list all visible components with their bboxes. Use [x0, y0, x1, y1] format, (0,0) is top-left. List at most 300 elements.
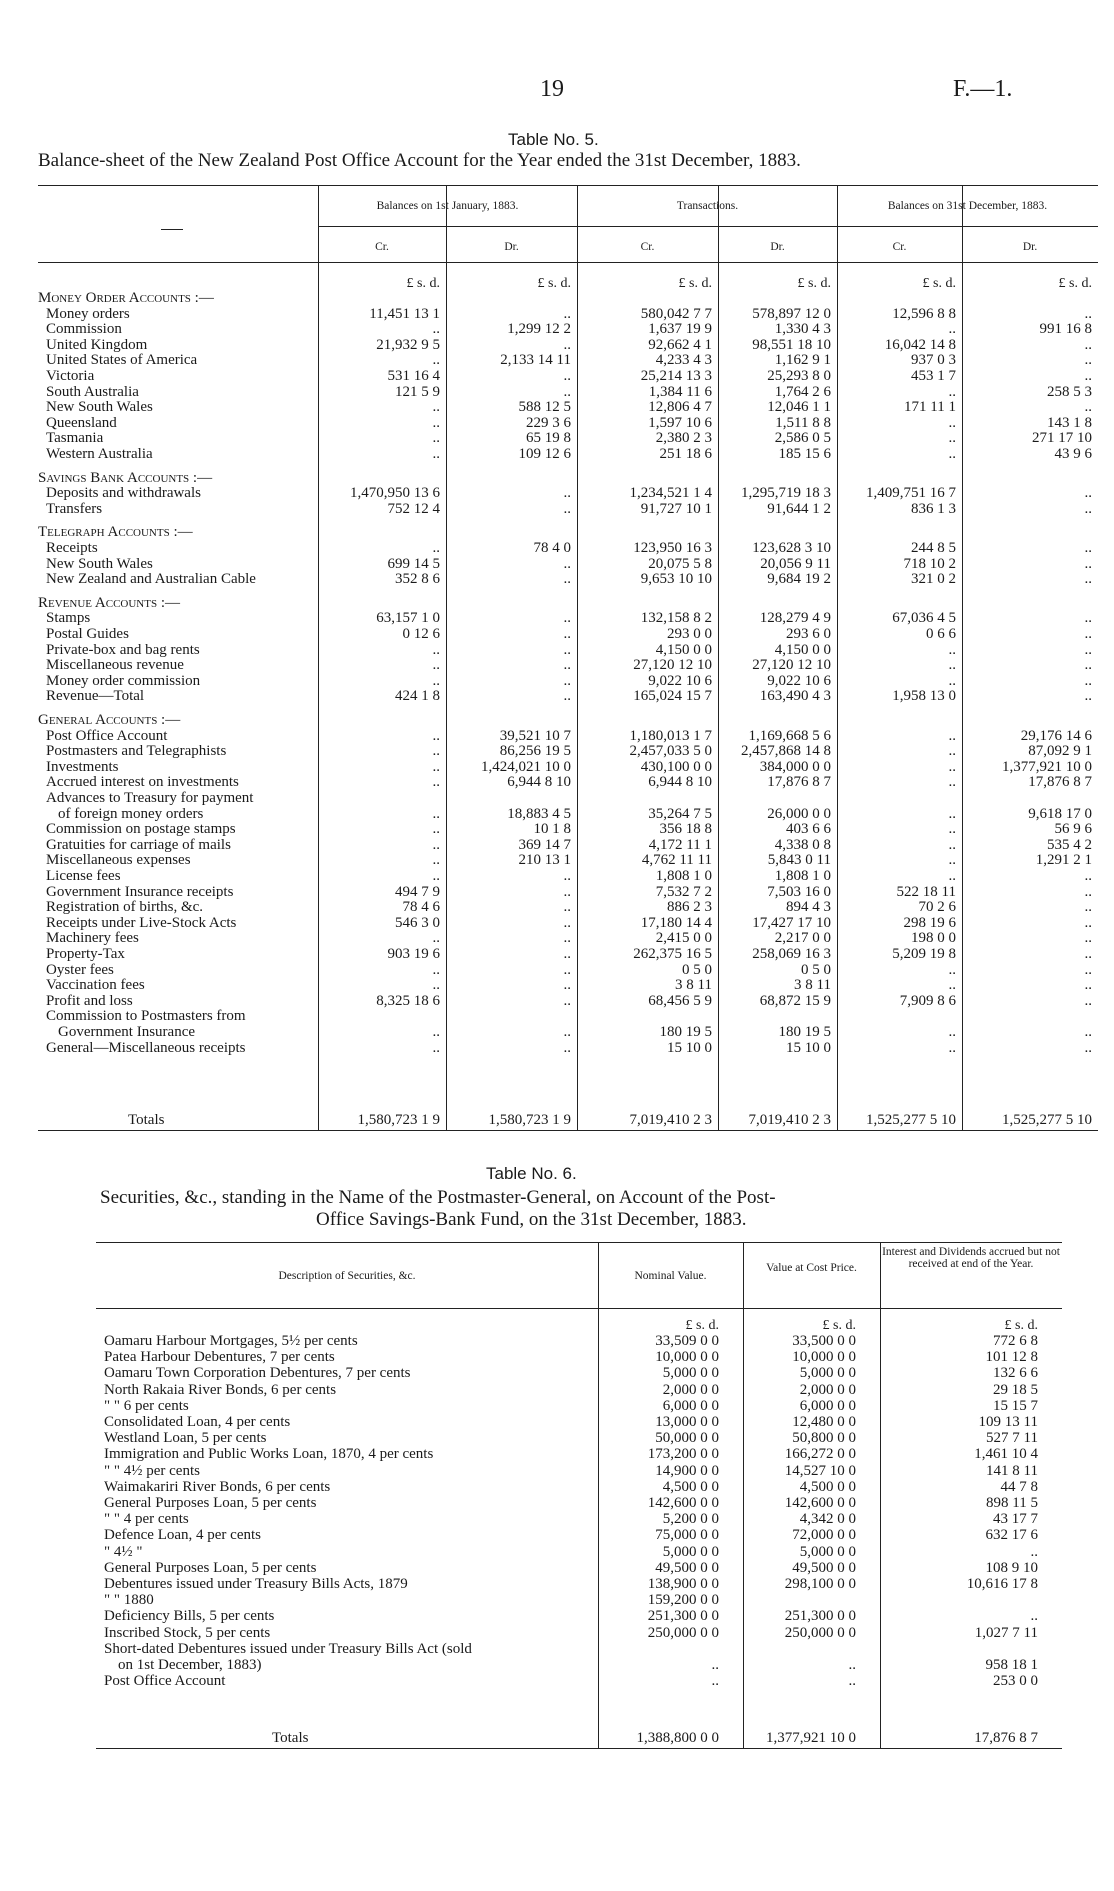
table5-cell: ..: [1084, 961, 1092, 978]
table5-cell: ..: [563, 610, 571, 627]
table6-row-label: Deficiency Bills, 5 per cents: [104, 1608, 275, 1625]
table6-cell: 33,500 0 0: [792, 1333, 856, 1349]
table5-cell: 25,214 13 3: [640, 368, 712, 384]
table5-cell: 352 8 6: [395, 571, 440, 588]
table5-row-label: Queensland: [46, 414, 117, 431]
table5-cell: ..: [432, 321, 440, 338]
table5-cell: 39,521 10 7: [499, 727, 571, 744]
table5-total-cell: 1,525,277 5 10: [866, 1112, 956, 1128]
table5-cell: 180 19 5: [659, 1024, 712, 1040]
table6-cell: 251,300 0 0: [784, 1608, 856, 1625]
table5-cell: 546 3 0: [395, 914, 440, 931]
table5-row-label: United Kingdom: [46, 336, 148, 353]
table6-header-bottom-rule: [96, 1308, 1062, 1309]
table5-cell: 384,000 0 0: [759, 758, 831, 775]
table6-cell: 527 7 11: [986, 1430, 1038, 1447]
table5-cell: 7,503 16 0: [767, 883, 831, 900]
table5-cell: ..: [1084, 868, 1092, 884]
table5-cell: ..: [432, 540, 440, 556]
table5-cell: 1,299 12 2: [507, 321, 571, 338]
table5-cell: ..: [432, 977, 440, 994]
table6-cell: 142,600 0 0: [647, 1495, 719, 1511]
table5-cell: 9,022 10 6: [767, 672, 831, 689]
table6-currency-header: £ s. d.: [822, 1318, 856, 1333]
table5-cell: 6,944 8 10: [507, 774, 571, 791]
table5-row-label: Investments: [46, 758, 119, 775]
table6-column-header: Interest and Dividends accrued but not received at end of the Year.: [882, 1246, 1060, 1270]
table5-cell: 1,597 10 6: [648, 414, 712, 431]
table5-cell: ..: [948, 321, 956, 338]
table5-total-cell: 7,019,410 2 3: [748, 1112, 831, 1128]
table6-row-label: Waimakariri River Bonds, 6 per cents: [104, 1478, 331, 1495]
table6-cell: 108 9 10: [985, 1559, 1038, 1576]
table5-cell: 836 1 3: [911, 500, 956, 517]
table5-cell: ..: [563, 868, 571, 884]
table5-cell: ..: [1084, 485, 1092, 502]
table6-row-label: Immigration and Public Works Loan, 1870, 4 per cents: [104, 1446, 434, 1463]
table5-cell: ..: [948, 743, 956, 760]
table5-cell: 699 14 5: [387, 555, 440, 572]
table5-cell: 8,325 18 6: [376, 992, 440, 1009]
table6-cell: 29 18 5: [993, 1381, 1038, 1398]
table5-cell: ..: [1084, 399, 1092, 416]
table5-currency-header: £ s. d.: [1058, 276, 1092, 291]
table5-cell: 67,036 4 5: [892, 610, 956, 627]
table5-cell: 2,457,868 14 8: [741, 743, 831, 760]
table5-row-label: New South Wales: [46, 555, 153, 572]
table5-cell: ..: [432, 430, 440, 447]
table5-row-label: Machinery fees: [46, 930, 139, 947]
table6-row-label: Oamaru Town Corporation Debentures, 7 per cents: [104, 1365, 411, 1382]
table5-cell: ..: [1084, 899, 1092, 916]
table5-cell: ..: [1084, 641, 1092, 658]
table5-cell: 1,808 1 0: [655, 868, 712, 884]
table5-cell: ..: [1084, 883, 1092, 900]
table5-cell: ..: [948, 1024, 956, 1040]
table5-section-heading: Revenue Accounts :—: [38, 594, 181, 611]
table5-cell: 580,042 7 7: [640, 305, 712, 322]
table5-cell: ..: [563, 500, 571, 517]
table6-cell: 4,500 0 0: [662, 1478, 719, 1495]
table5-cell: 65 19 8: [526, 430, 571, 447]
table5-cell: ..: [1084, 540, 1092, 556]
table5-total-cell: 7,019,410 2 3: [629, 1112, 712, 1128]
table5-row-label: Deposits and withdrawals: [46, 485, 201, 502]
table5-cell: 98,551 18 10: [752, 336, 831, 353]
table5-cell: ..: [563, 336, 571, 353]
table5-row-label: New South Wales: [46, 399, 153, 416]
table5-cell: ..: [948, 446, 956, 462]
table6-column-header: Description of Securities, &c.: [278, 1270, 416, 1282]
table5-cell: 2,415 0 0: [655, 930, 712, 947]
table5-cell: ..: [948, 836, 956, 853]
table5-cell: 7,532 7 2: [655, 883, 712, 900]
table5-cell: 68,456 5 9: [648, 992, 712, 1009]
table5-cell: 369 14 7: [518, 836, 571, 853]
table5-cell: 68,872 15 9: [759, 992, 831, 1009]
table5-cell: 163,490 4 3: [759, 688, 831, 705]
table6-currency-header: £ s. d.: [685, 1318, 719, 1333]
table5-cell: ..: [432, 1039, 440, 1056]
table5-cell: 180 19 5: [778, 1024, 831, 1040]
table5-cell: ..: [948, 868, 956, 884]
table5-cell: ..: [1084, 555, 1092, 572]
table6-cell: 5,000 0 0: [662, 1543, 719, 1560]
table5-cell: 2,133 14 11: [500, 352, 571, 369]
table5-row-label: South Australia: [46, 383, 139, 400]
table6-cell: 109 13 11: [978, 1414, 1038, 1430]
table5-row-label: Profit and loss: [46, 992, 133, 1009]
table6-cell: 166,272 0 0: [784, 1446, 856, 1463]
table5-row-label: Receipts: [46, 540, 98, 556]
table5-cell: ..: [948, 977, 956, 994]
table5-cell: 91,727 10 1: [640, 500, 712, 517]
table5-cell: 2,380 2 3: [655, 430, 712, 447]
table5-cell: ..: [563, 305, 571, 322]
table6-cell: 5,000 0 0: [799, 1543, 856, 1560]
table6-cell: 72,000 0 0: [792, 1527, 856, 1544]
table5-section-heading: General Accounts :—: [38, 712, 181, 728]
table5-cell: ..: [432, 672, 440, 689]
table5-cell: 991 16 8: [1039, 321, 1092, 338]
table6-caption-line2: Office Savings-Bank Fund, on the 31st December, 1883.: [316, 1209, 747, 1230]
table6-cell: 2,000 0 0: [799, 1381, 856, 1398]
table5-row-label: Commission to Postmasters from: [46, 1008, 246, 1025]
table6-cell: 159,200 0 0: [647, 1592, 719, 1609]
table5-cell: 4,762 11 11: [641, 852, 712, 869]
table5-cell: 531 16 4: [387, 368, 440, 384]
table5-cell: ..: [1084, 930, 1092, 947]
table5-cell: ..: [563, 914, 571, 931]
table5-cell: ..: [563, 383, 571, 400]
table5-row-label: License fees: [46, 868, 121, 884]
table5-cell: 29,176 14 6: [1020, 727, 1092, 744]
table5-cell: ..: [563, 977, 571, 994]
table5-cell: ..: [432, 446, 440, 462]
table5-row-label: Money order commission: [46, 672, 201, 689]
table5-cell: 0 5 0: [682, 961, 712, 978]
table5-row-label: Postal Guides: [46, 626, 129, 642]
table6-row-label: " " 4½ per cents: [104, 1462, 200, 1479]
table5-cell: ..: [563, 1039, 571, 1056]
table5-cell: ..: [432, 743, 440, 760]
table5-cell: ..: [432, 641, 440, 658]
table6-cell: ..: [711, 1673, 719, 1690]
table5-header-bottom-rule: [38, 262, 1098, 263]
table5-cell: 258 5 3: [1047, 383, 1092, 400]
table6-row-label: on 1st December, 1883): [118, 1657, 262, 1673]
table6-cell: ..: [848, 1673, 856, 1690]
table6-total-cell: 1,377,921 10 0: [766, 1730, 856, 1746]
table5-cell: 128,279 4 9: [759, 610, 831, 627]
table5-column-header: Dr.: [504, 241, 519, 253]
table5-cell: ..: [948, 961, 956, 978]
table5-row-label: Advances to Treasury for payment: [46, 790, 254, 806]
table5-row-label: Receipts under Live-Stock Acts: [46, 914, 237, 931]
table6-row-label: Defence Loan, 4 per cents: [104, 1527, 262, 1544]
table6-cell: 15 15 7: [993, 1397, 1038, 1414]
table5-row-label: Vaccination fees: [46, 977, 145, 994]
table5-cell: 293 0 0: [667, 626, 712, 642]
table5-cell: ..: [1084, 336, 1092, 353]
table5-cell: 35,264 7 5: [648, 805, 712, 822]
table5-cell: 894 4 3: [786, 899, 831, 916]
table6-total-cell: 1,388,800 0 0: [636, 1730, 719, 1746]
table5-currency-header: £ s. d.: [678, 276, 712, 291]
table5-cell: 9,618 17 0: [1028, 805, 1092, 822]
table5-cell: 1,330 4 3: [774, 321, 831, 338]
table6-cell: 12,480 0 0: [792, 1414, 856, 1430]
table6-cell: ..: [711, 1657, 719, 1673]
table6-cell: ..: [1030, 1543, 1038, 1560]
table5-cell: ..: [948, 414, 956, 431]
table5-cell: 1,470,950 13 6: [350, 485, 440, 502]
table5-cell: 4,150 0 0: [774, 641, 831, 658]
table5-cell: 251 18 6: [659, 446, 712, 462]
table5-row-label: New Zealand and Australian Cable: [46, 571, 256, 588]
table6-row-label: Westland Loan, 5 per cents: [104, 1430, 267, 1447]
table5-row-label: Oyster fees: [46, 961, 114, 978]
table5-cell: 12,596 8 8: [892, 305, 956, 322]
table5-cell: 43 9 6: [1054, 446, 1092, 462]
table5-row-label: United States of America: [46, 352, 198, 369]
page-reference: F.—1.: [953, 76, 1013, 102]
table5-cell: ..: [563, 899, 571, 916]
table5-row-label: Revenue—Total: [46, 688, 145, 705]
table5-cell: 185 15 6: [778, 446, 831, 462]
table6-cell: 13,000 0 0: [655, 1414, 719, 1430]
table5-title: Table No. 5.: [508, 130, 599, 149]
table5-cell: 15 10 0: [667, 1039, 712, 1056]
table5-row-label: Tasmania: [46, 430, 104, 447]
table5-column-header: Cr.: [640, 241, 655, 253]
table5-cell: ..: [563, 992, 571, 1009]
table6-cell: ..: [848, 1657, 856, 1673]
table5-cell: ..: [948, 727, 956, 744]
table5-cell: ..: [563, 485, 571, 502]
table5-currency-header: £ s. d.: [922, 276, 956, 291]
table5-row-label: Registration of births, &c.: [46, 899, 204, 916]
table5-currency-header: £ s. d.: [537, 276, 571, 291]
table5-cell: 7,909 8 6: [899, 992, 956, 1009]
table5-cell: ..: [1084, 368, 1092, 384]
table5-cell: ..: [563, 571, 571, 588]
table6-totals-label: Totals: [272, 1730, 309, 1746]
table5-cell: 293 6 0: [786, 626, 831, 642]
table5-cell: 1,511 8 8: [775, 414, 831, 431]
table5-cell: 16,042 14 8: [884, 336, 956, 353]
table6-cell: 898 11 5: [986, 1495, 1038, 1511]
table5-cell: 494 7 9: [395, 883, 440, 900]
table6-top-rule: [96, 1242, 1062, 1243]
table6-cell: 50,000 0 0: [655, 1430, 719, 1447]
table5-totals-label: Totals: [128, 1112, 165, 1128]
table5-cell: 1,808 1 0: [774, 868, 831, 884]
table5-total-cell: 1,580,723 1 9: [357, 1112, 440, 1128]
table6-column-header: Nominal Value.: [634, 1270, 707, 1282]
table6-total-cell: 17,876 8 7: [974, 1730, 1038, 1746]
table6-cell: 1,461 10 4: [974, 1446, 1038, 1463]
table5-group-header: Transactions.: [676, 200, 739, 212]
table5-cell: 86,256 19 5: [499, 743, 571, 760]
table5-column-header: Dr.: [1022, 241, 1038, 253]
table5-cell: 1,384 11 6: [648, 383, 712, 400]
table6-cell: 43 17 7: [993, 1511, 1038, 1528]
table5-cell: ..: [563, 368, 571, 384]
table5-group-header: Balances on 1st January, 1883.: [376, 200, 519, 212]
table5-row-label: Property-Tax: [46, 946, 125, 962]
table5-cell: 27,120 12 10: [633, 657, 712, 674]
table6-row-label: " " 6 per cents: [104, 1397, 189, 1414]
table6-cell: 251,300 0 0: [647, 1608, 719, 1625]
table5-group-header: Balances on 31st December, 1883.: [887, 200, 1048, 212]
table5-cell: ..: [948, 774, 956, 791]
table5-row-label: Post Office Account: [46, 727, 168, 744]
table5-row-label: Transfers: [46, 500, 103, 517]
table5-row-label: of foreign money orders: [58, 805, 204, 822]
table6-cell: 49,500 0 0: [792, 1559, 856, 1576]
table6-row-label: Patea Harbour Debentures, 7 per cents: [104, 1349, 335, 1366]
table5-cell: ..: [563, 930, 571, 947]
table5-cell: 10 1 8: [533, 821, 571, 838]
table5-cell: ..: [563, 1024, 571, 1040]
table5-cell: ..: [563, 672, 571, 689]
table5-section-heading: Telegraph Accounts :—: [38, 524, 193, 541]
table6-cell: 5,200 0 0: [662, 1511, 719, 1528]
table5-cell: ..: [1084, 914, 1092, 931]
table5-cell: 588 12 5: [518, 399, 571, 416]
table6-cell: 132 6 6: [993, 1365, 1038, 1382]
table5-row-label: Commission: [46, 321, 122, 338]
table6-cell: 6,000 0 0: [799, 1397, 856, 1414]
table5-currency-header: £ s. d.: [797, 276, 831, 291]
table5-cell: 17,876 8 7: [1028, 774, 1092, 791]
table6-cell: 772 6 8: [993, 1333, 1038, 1349]
table5-column-header: Dr.: [770, 241, 785, 253]
table6-row-label: Oamaru Harbour Mortgages, 5½ per cents: [104, 1333, 358, 1349]
table5-cell: ..: [563, 626, 571, 642]
table5-row-label: Victoria: [46, 368, 95, 384]
table5-row-label: General—Miscellaneous receipts: [46, 1039, 246, 1056]
table5-cell: 4,233 4 3: [655, 352, 712, 369]
table5-cell: 5,843 0 11: [767, 852, 831, 869]
table5-cell: ..: [1084, 946, 1092, 962]
table5-cell: 18,883 4 5: [507, 805, 571, 822]
table5-cell: 1,234,521 1 4: [629, 485, 712, 502]
table5-cell: 535 4 2: [1047, 836, 1092, 853]
table5-cell: 937 0 3: [911, 352, 956, 369]
table5-section-heading: Savings Bank Accounts :—: [38, 469, 213, 486]
table6-cell: 4,500 0 0: [799, 1478, 856, 1495]
table5-cell: ..: [1084, 672, 1092, 689]
table5-cell: 12,046 1 1: [767, 399, 831, 416]
table5-cell: 17,180 14 4: [640, 914, 712, 931]
table5-cell: 262,375 16 5: [633, 946, 712, 962]
table5-cell: 1,377,921 10 0: [1002, 758, 1092, 775]
table5-cell: 1,180,013 1 7: [629, 727, 712, 744]
table5-cell: 3 8 11: [794, 977, 831, 994]
table5-cell: ..: [563, 688, 571, 705]
table5-cell: ..: [432, 961, 440, 978]
table6-row-label: " 4½ ": [104, 1543, 143, 1560]
table5-cell: 258,069 16 3: [752, 946, 831, 962]
table5-cell: 0 12 6: [402, 626, 440, 642]
table5-cell: ..: [1084, 352, 1092, 369]
table6-row-label: Consolidated Loan, 4 per cents: [104, 1414, 291, 1430]
table5-stub-dash: [161, 229, 183, 230]
table5-cell: 1,291 2 1: [1035, 852, 1092, 869]
table5-cell: ..: [563, 657, 571, 674]
table6-cell: ..: [1030, 1608, 1038, 1625]
table5-cell: 92,662 4 1: [648, 336, 712, 353]
table5-cell: 17,427 17 10: [752, 914, 831, 931]
table5-cell: 20,056 9 11: [760, 555, 831, 572]
table6-cell: 50,800 0 0: [792, 1430, 856, 1447]
table5-cell: 886 2 3: [667, 899, 712, 916]
table6-row-label: General Purposes Loan, 5 per cents: [104, 1559, 317, 1576]
table5-header-rule: [318, 226, 1098, 227]
table5-row-label: Miscellaneous revenue: [46, 657, 184, 674]
table5-cell: ..: [432, 868, 440, 884]
table5-caption: Balance-sheet of the New Zealand Post Office Account for the Year ended the 31st December, 1883.: [38, 150, 801, 171]
table5-cell: 1,637 19 9: [648, 321, 712, 338]
table5-row-label: Government Insurance receipts: [46, 883, 234, 900]
table5-cell: 6,944 8 10: [648, 774, 712, 791]
table5-cell: 298 19 6: [903, 914, 956, 931]
table6-row-label: Short-dated Debentures issued under Treasury Bills Act (sold: [104, 1640, 472, 1657]
table6-cell: 250,000 0 0: [647, 1624, 719, 1641]
table5-cell: ..: [563, 961, 571, 978]
table5-cell: 198 0 0: [911, 930, 956, 947]
table5-cell: 0 5 0: [801, 961, 831, 978]
table5-cell: ..: [1084, 1039, 1092, 1056]
table5-cell: 123,950 16 3: [633, 540, 712, 556]
table5-cell: ..: [1084, 977, 1092, 994]
table5-cell: 1,958 13 0: [892, 688, 956, 705]
table5-cell: ..: [948, 852, 956, 869]
table6-cell: 173,200 0 0: [647, 1446, 719, 1463]
table5-cell: 2,217 0 0: [774, 930, 831, 947]
table5-cell: 63,157 1 0: [376, 610, 440, 627]
table5-total-cell: 1,580,723 1 9: [488, 1112, 571, 1128]
table5-row-label: Miscellaneous expenses: [46, 852, 191, 869]
table5-cell: 752 12 4: [387, 500, 440, 517]
table5-row-label: Postmasters and Telegraphists: [46, 743, 227, 760]
table5-cell: 4,338 0 8: [774, 836, 831, 853]
table6-cell: 632 17 6: [985, 1527, 1038, 1544]
table5-cell: 321 0 2: [911, 571, 956, 588]
table6-cell: 10,000 0 0: [655, 1349, 719, 1366]
table6-cell: 44 7 8: [1000, 1478, 1038, 1495]
table6-cell: 253 0 0: [993, 1673, 1038, 1690]
table5-cell: ..: [948, 672, 956, 689]
table5-cell: ..: [432, 836, 440, 853]
table5-cell: 11,451 13 1: [369, 305, 440, 322]
table5-cell: 5,209 19 8: [892, 946, 956, 962]
table6-cell: 101 12 8: [985, 1349, 1038, 1366]
table5-cell: 229 3 6: [526, 414, 571, 431]
table5-currency-header: £ s. d.: [406, 276, 440, 291]
table5-cell: 20,075 5 8: [648, 555, 712, 572]
table5-cell: ..: [432, 852, 440, 869]
table5-cell: 78 4 0: [533, 540, 571, 556]
table6-row-label: General Purposes Loan, 5 per cents: [104, 1495, 317, 1511]
table5-cell: 578,897 12 0: [752, 305, 831, 322]
table5-cell: 171 11 1: [904, 399, 956, 416]
table5-cell: 70 2 6: [918, 899, 956, 916]
table6-cell: 14,527 10 0: [784, 1462, 856, 1479]
table5-cell: 430,100 0 0: [640, 758, 712, 775]
